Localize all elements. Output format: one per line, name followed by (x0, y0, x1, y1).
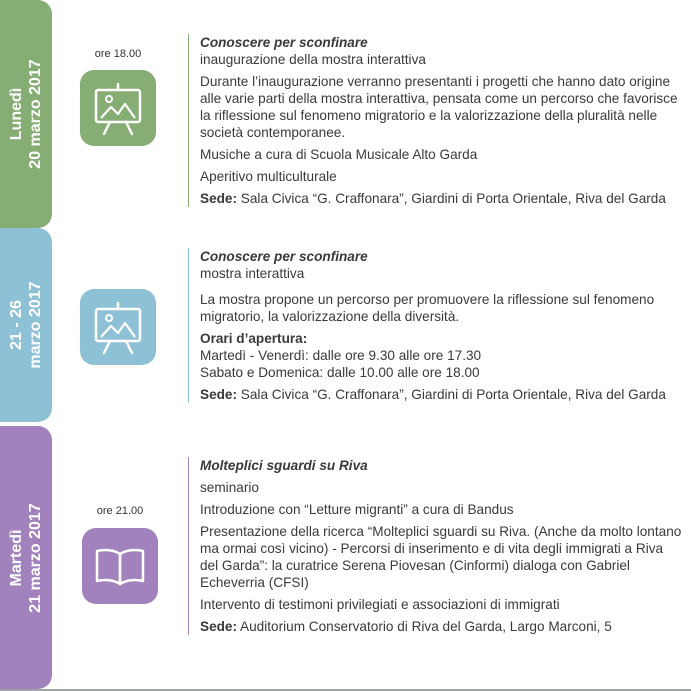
event-venue: Sede: Auditorium Conservatorio di Riva del Garda, Largo Marconi, 5 (200, 619, 612, 634)
date-tab-1 (0, 0, 52, 228)
event-testimonies: Intervento di testimoni privilegiati e associazioni di immigrati (200, 597, 560, 612)
event-details-2 (188, 248, 683, 403)
date-label-3: Martedì 21 marzo 2017 (8, 502, 44, 613)
event-intro: Introduzione con “Letture migranti” a cura di Bandus (200, 502, 514, 517)
event-time-3: ore 21.00 (96, 505, 144, 517)
presentation-board-icon (80, 70, 156, 146)
event-time-1: ore 18.00 (94, 48, 142, 60)
event-description: La mostra propone un percorso per promuovere la riflessione sul fenomeno migratorio, la valorizzazione della diversità. (200, 292, 655, 324)
event-subtitle: inaugurazione della mostra interattiva (200, 52, 426, 67)
open-book-icon (82, 528, 158, 604)
event-title: Conoscere per sconfinare (200, 249, 368, 264)
event-venue: Sede: Sala Civica “G. Craffonara”, Giardini di Porta Orientale, Riva del Garda (200, 191, 666, 206)
date-label-1: Lunedì 20 marzo 2017 (8, 59, 44, 169)
opening-hours-weekend: Sabato e Domenica: dalle 10.00 alle ore 18.00 (200, 365, 480, 380)
event-venue: Sede: Sala Civica “G. Craffonara”, Giardini di Porta Orientale, Riva del Garda (200, 387, 666, 402)
date-label-2: 21 - 26 marzo 2017 (8, 281, 44, 369)
opening-hours-label: Orari d’apertura: (200, 331, 308, 346)
event-presentation: Presentazione della ricerca “Molteplici sguardi su Riva. (Anche da molto lontano ma ormai così vicino) - Percorsi di inserimento e di vita degli immigrati a Riva del Garda”: la curatrice Serena Piovesan (Cinformi) dialoga con Gabriel Echeverria (CFSI) (200, 524, 682, 590)
event-details-3 (188, 457, 683, 635)
event-music: Musiche a cura di Scuola Musicale Alto Garda (200, 147, 478, 162)
date-tab-3 (0, 426, 52, 689)
opening-hours-weekdays: Martedì - Venerdì: dalle ore 9.30 alle ore 17.30 (200, 348, 482, 363)
presentation-board-icon (80, 289, 156, 365)
event-subtitle: seminario (200, 480, 259, 495)
date-tab-2 (0, 228, 52, 422)
event-aperitivo: Aperitivo multiculturale (200, 169, 337, 184)
event-subtitle: mostra interattiva (200, 266, 305, 281)
event-details-1 (188, 34, 683, 207)
event-title: Molteplici sguardi su Riva (200, 458, 368, 473)
event-title: Conoscere per sconfinare (200, 35, 368, 50)
event-description: Durante l’inaugurazione verranno presentanti i progetti che hanno dato origine alle varie parti della mostra interattiva, pensata come un percorso che favorisce la riflessione sul fenomeno migratorio e la valorizzazione della pluralità nelle società contemporanee. (200, 74, 678, 140)
